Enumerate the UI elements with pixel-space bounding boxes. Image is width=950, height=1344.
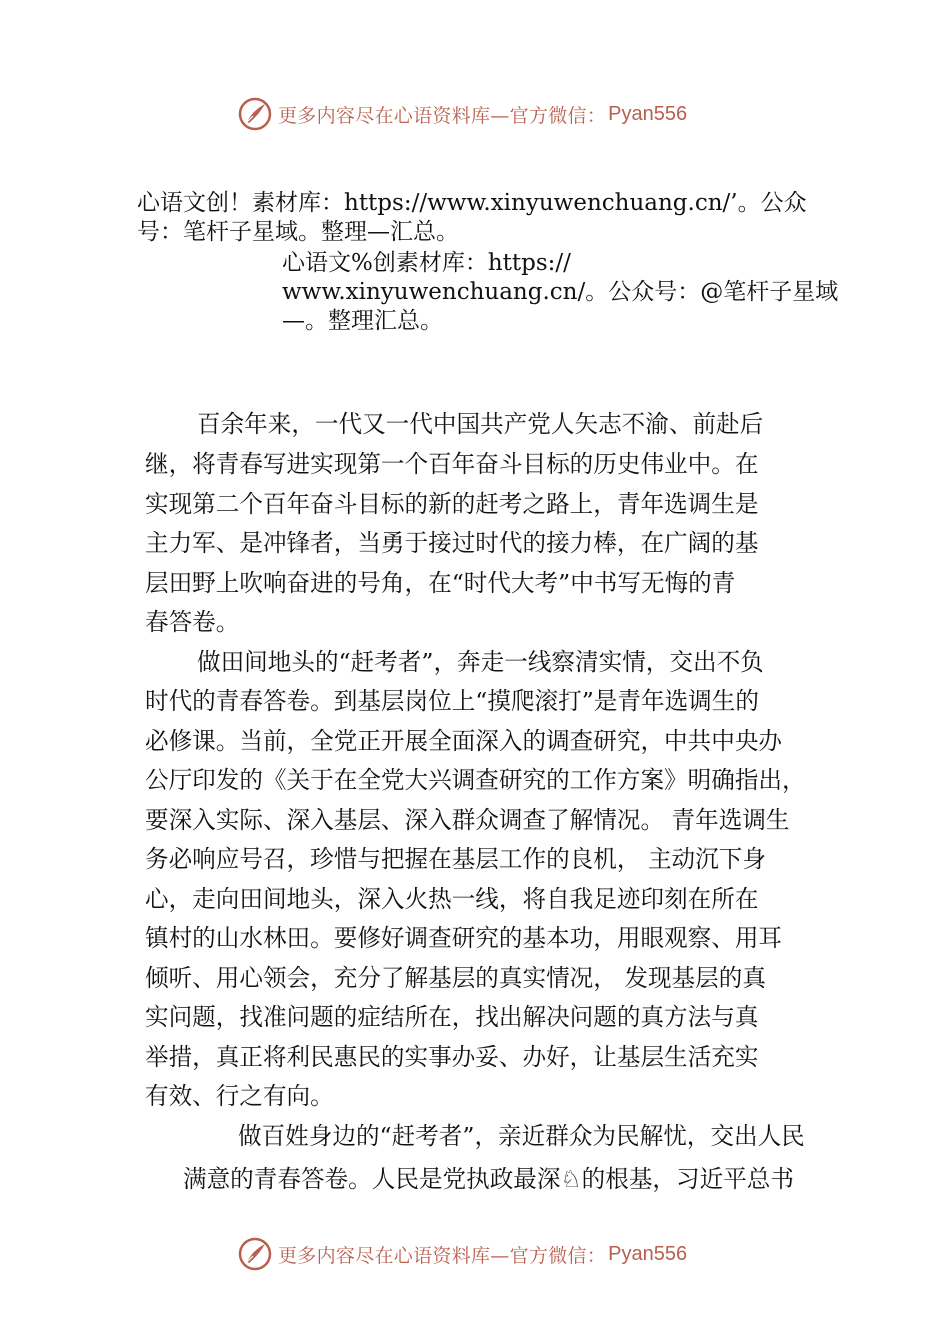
body-line: 春答卷。 bbox=[145, 608, 240, 636]
body-line: 实现第二个百年奋斗目标的新的赶考之路上，青年选调生是 bbox=[145, 490, 759, 518]
body-line: 公厅印发的《关于在全党大兴调查研究的工作方案》明确指出， bbox=[145, 766, 806, 794]
header-note-line-2: 号：笔杆子星域。整理—汇总。 bbox=[137, 219, 459, 245]
body-line: 有效、行之有向。 bbox=[145, 1082, 334, 1110]
quill-logo-icon bbox=[238, 97, 272, 131]
banner-wechat-id: Pyan556 bbox=[608, 1242, 688, 1265]
body-line: 镇村的山水林田。要修好调查研究的基本功，用眼观察、用耳 bbox=[145, 924, 783, 952]
body-line: 倾听、用心领会，充分了解基层的真实情况， 发现基层的真 bbox=[145, 964, 766, 992]
footer-banner bbox=[238, 1236, 687, 1272]
body-line: 心，走向田间地头，深入火热一线，将自我足迹印刻在所在 bbox=[145, 885, 759, 913]
body-line: 主力军、是冲锋者，当勇于接过时代的接力棒，在广阔的基 bbox=[145, 529, 759, 557]
header-note-line-4: www.xinyuwenchuang.cn/。公众号：@笔杆子星域 bbox=[282, 279, 839, 305]
header-note-line-5: —。整理汇总。 bbox=[282, 308, 443, 334]
body-line: 举措，真正将利民惠民的实事办妥、办好，让基层生活充实 bbox=[145, 1043, 759, 1071]
body-line: 层田野上吹响奋进的号角，在“时代大考”中书写无悔的青 bbox=[145, 569, 736, 597]
body-line: 要深入实际、深入基层、深入群众调查了解情况。 青年选调生 bbox=[145, 806, 790, 834]
banner-text: 更多内容尽在心语资料库—官方微信： bbox=[278, 1244, 607, 1267]
body-line: 必修课。当前，全党正开展全面深入的调查研究，中共中央办 bbox=[145, 727, 783, 755]
body-line: 做田间地头的“赶考者”，奔走一线察清实情，交出不负 bbox=[197, 648, 764, 676]
header-note-line-3: 心语文%创素材库：https:// bbox=[282, 250, 571, 276]
body-line: 继，将青春写进实现第一个百年奋斗目标的历史伟业中。在 bbox=[145, 450, 759, 478]
header-banner bbox=[238, 96, 687, 132]
body-line: 做百姓身边的“赶考者”，亲近群众为民解忧，交出人民 bbox=[238, 1122, 805, 1150]
body-line: 时代的青春答卷。到基层岗位上“摸爬滚打”是青年选调生的 bbox=[145, 687, 759, 715]
quill-logo-icon bbox=[238, 1237, 272, 1271]
banner-text: 更多内容尽在心语资料库—官方微信： bbox=[278, 104, 607, 127]
body-line: 实问题，找准问题的症结所在，找出解决问题的真方法与真 bbox=[145, 1003, 759, 1031]
header-note-line-1: 心语文创！素材库：https://www.xinyuwenchuang.cn/’。公众 bbox=[137, 190, 807, 216]
banner-wechat-id: Pyan556 bbox=[608, 102, 688, 125]
body-line: 百余年来，一代又一代中国共产党人矢志不渝、前赴后 bbox=[197, 410, 764, 438]
body-line: 务必响应号召，珍惜与把握在基层工作的良机， 主动沉下身 bbox=[145, 845, 766, 873]
body-line: 满意的青春答卷。人民是党执政最深♘的根基，习近平总书 bbox=[183, 1165, 794, 1193]
